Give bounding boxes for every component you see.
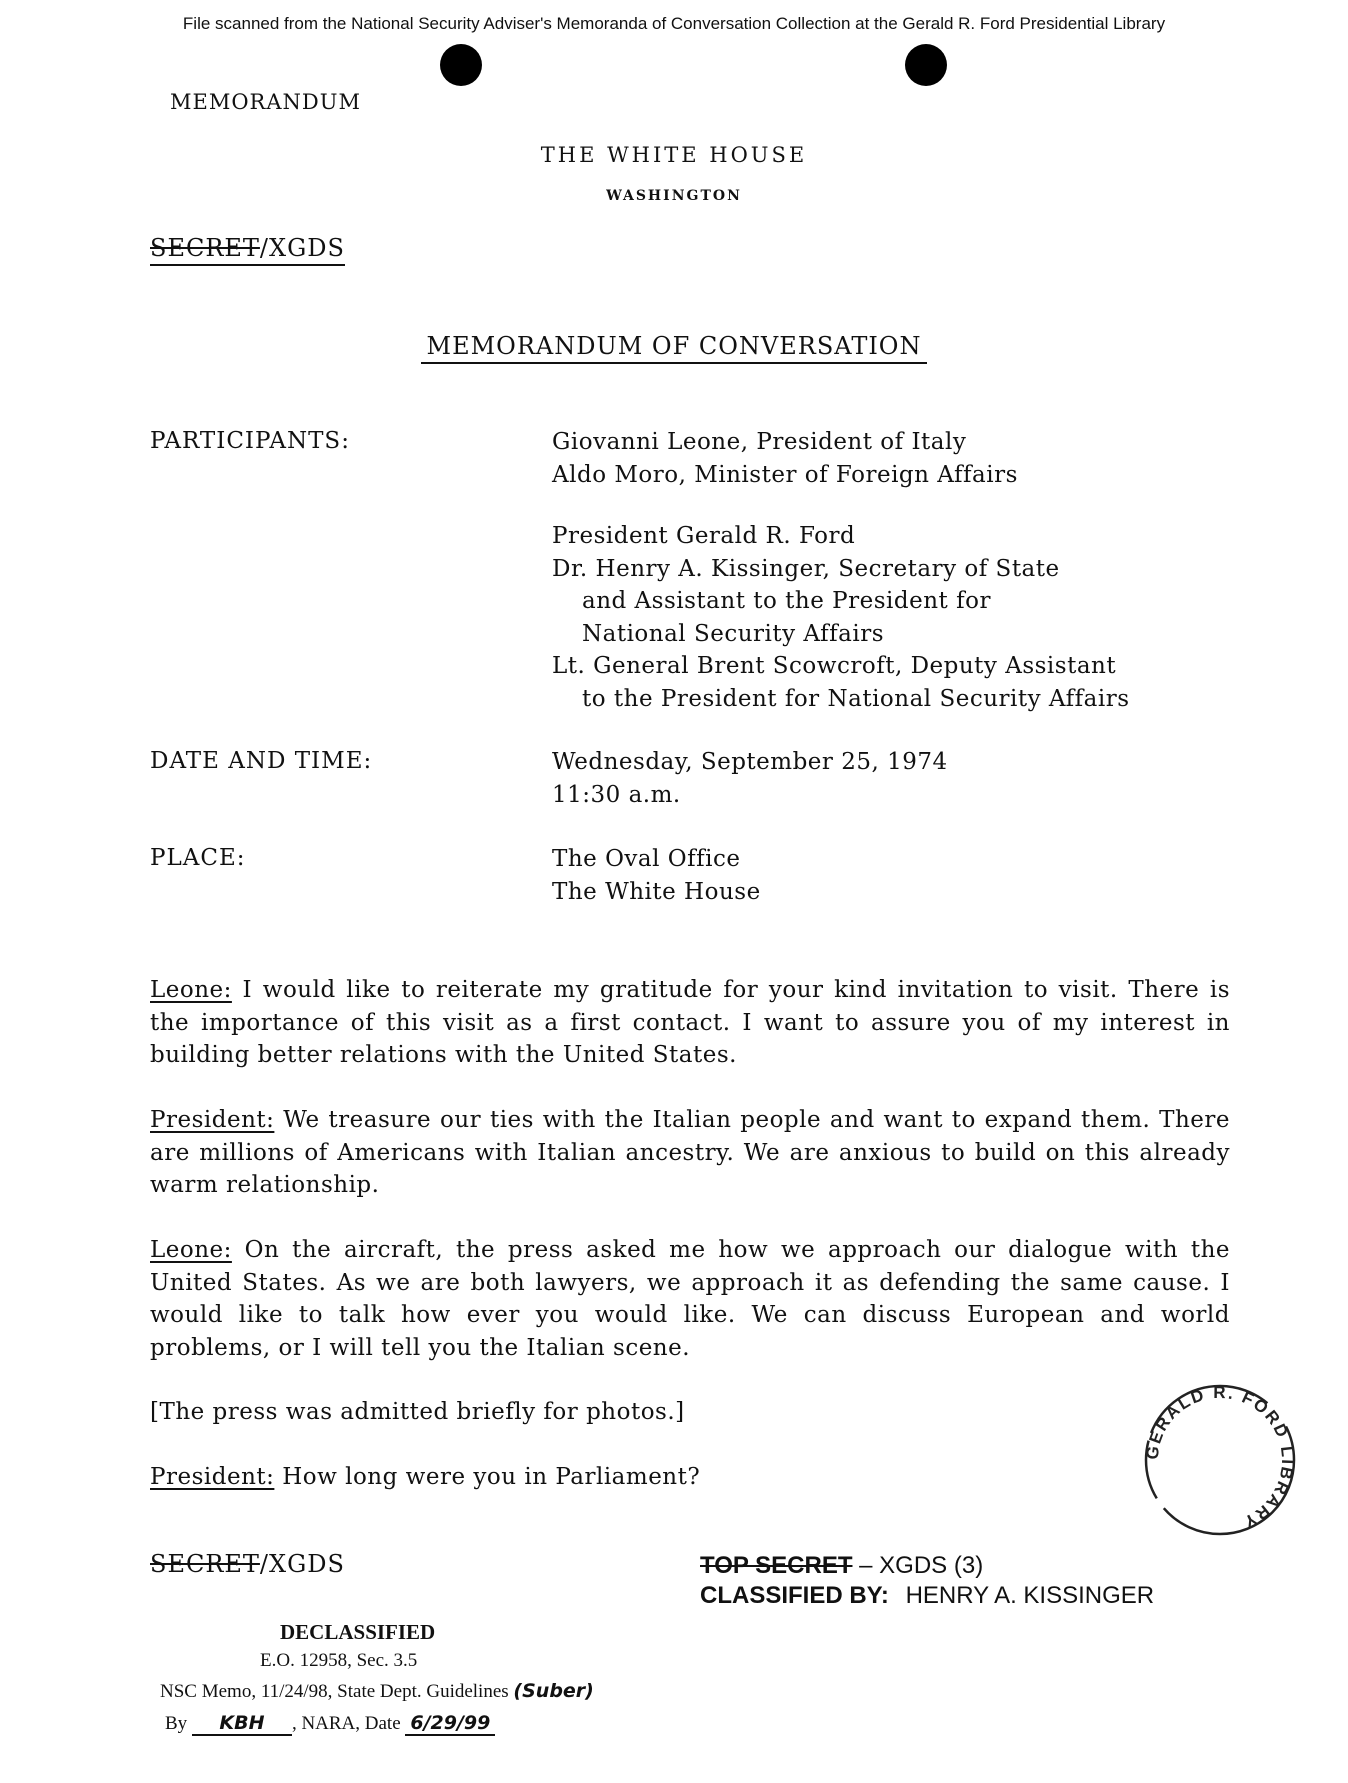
- declassified-nara-label: , NARA, Date: [291, 1713, 401, 1734]
- place-label: PLACE:: [150, 845, 246, 871]
- speaker-label: President:: [150, 1107, 275, 1133]
- dialogue-text: [The press was admitted briefly for photos.]: [150, 1399, 685, 1425]
- participants-list-us: [552, 520, 1130, 715]
- dialogue-paragraph: [150, 974, 1230, 1072]
- doc-title-text: MEMORANDUM OF CONVERSATION: [421, 332, 928, 364]
- place-line: The White House: [552, 878, 761, 905]
- date-time-value: [552, 746, 948, 811]
- time-line: 11:30 a.m.: [552, 781, 681, 808]
- dialogue-paragraph: [150, 1234, 1230, 1364]
- declassified-by-label: By: [165, 1713, 188, 1734]
- declassified-title: DECLASSIFIED: [280, 1620, 436, 1644]
- participant-line: Dr. Henry A. Kissinger, Secretary of State: [552, 555, 1060, 582]
- participant-line: and Assistant to the President for: [582, 588, 991, 614]
- punch-hole-right: [905, 44, 947, 86]
- classified-by-label: CLASSIFIED BY:: [700, 1582, 889, 1609]
- letterhead-title: THE WHITE HOUSE: [540, 143, 808, 167]
- stage-direction: [150, 1396, 1230, 1429]
- dialogue-text: How long were you in Parliament?: [282, 1464, 701, 1490]
- declassified-by-value: KBH: [192, 1712, 292, 1736]
- participants-list-italy: [552, 426, 1018, 491]
- speaker-label: Leone:: [150, 977, 232, 1003]
- classified-by: [700, 1582, 1154, 1610]
- library-stamp-text: GERALD R. FORD LIBRARY: [1142, 1382, 1298, 1533]
- participant-line: President Gerald R. Ford: [552, 523, 856, 549]
- date-time-label: DATE AND TIME:: [150, 748, 373, 774]
- doc-title: [0, 332, 1348, 360]
- participant-line: Lt. General Brent Scowcroft, Deputy Assistant: [552, 653, 1117, 679]
- participant-line: to the President for National Security Affairs: [582, 685, 1130, 712]
- library-stamp: [1140, 1380, 1300, 1540]
- declassified-date-value: 6/29/99: [405, 1712, 495, 1736]
- declassified-memo: [160, 1680, 594, 1703]
- classified-by-name: HENRY A. KISSINGER: [905, 1582, 1155, 1609]
- punch-hole-left: [440, 44, 482, 86]
- top-secret-mark: [700, 1552, 983, 1580]
- classification-bottom-struck: SECRET: [150, 1550, 260, 1578]
- dialogue-text: On the aircraft, the press asked me how we approach our dialogue with the United States. As we are both lawyers, we approach it as defending the same cause. I would like to talk how ever you would like. We can discuss European and world problems, or I will tell you the Italian scene.: [150, 1237, 1230, 1361]
- participant-line: Aldo Moro, Minister of Foreign Affairs: [552, 461, 1018, 488]
- classification-bottom-rest: /XGDS: [259, 1550, 345, 1578]
- memo-label: MEMORANDUM: [170, 90, 361, 114]
- dialogue-text: We treasure our ties with the Italian people and want to expand them. There are millions of Americans with Italian ancestry. We are anxious to build on this already warm relationship.: [150, 1107, 1230, 1198]
- classification-top-rest: /XGDS: [259, 234, 345, 262]
- top-secret-struck: TOP SECRET: [700, 1552, 853, 1579]
- place-line: The Oval Office: [552, 846, 741, 872]
- dialogue-text: I would like to reiterate my gratitude for your kind invitation to visit. There is the importance of this visit as a first contact. I want to assure you of my interest in building better relations with the United States.: [150, 977, 1231, 1068]
- scan-header: File scanned from the National Security Adviser's Memoranda of Conversation Collection at the Gerald R. Ford Presidential Library: [182, 14, 1166, 33]
- classification-bottom: [150, 1550, 345, 1580]
- top-secret-rest: – XGDS (3): [852, 1552, 984, 1579]
- declassified-handwritten-note: (Suber): [513, 1680, 594, 1702]
- classification-top: [150, 234, 345, 266]
- speaker-label: President:: [150, 1464, 275, 1490]
- place-value: [552, 843, 761, 908]
- classification-top-struck: SECRET: [150, 234, 260, 262]
- dialogue-paragraph: [150, 1461, 950, 1494]
- declassified-memo-text: NSC Memo, 11/24/98, State Dept. Guidelines: [160, 1681, 509, 1702]
- declassified-eo: E.O. 12958, Sec. 3.5: [260, 1650, 418, 1671]
- dialogue-paragraph: [150, 1104, 1230, 1202]
- letterhead-city: WASHINGTON: [606, 188, 742, 204]
- participant-line: Giovanni Leone, President of Italy: [552, 429, 967, 455]
- date-line: Wednesday, September 25, 1974: [552, 749, 948, 775]
- participant-line: National Security Affairs: [582, 620, 885, 647]
- participants-label: PARTICIPANTS:: [150, 428, 350, 454]
- declassified-by-line: [165, 1712, 495, 1736]
- speaker-label: Leone:: [150, 1237, 232, 1263]
